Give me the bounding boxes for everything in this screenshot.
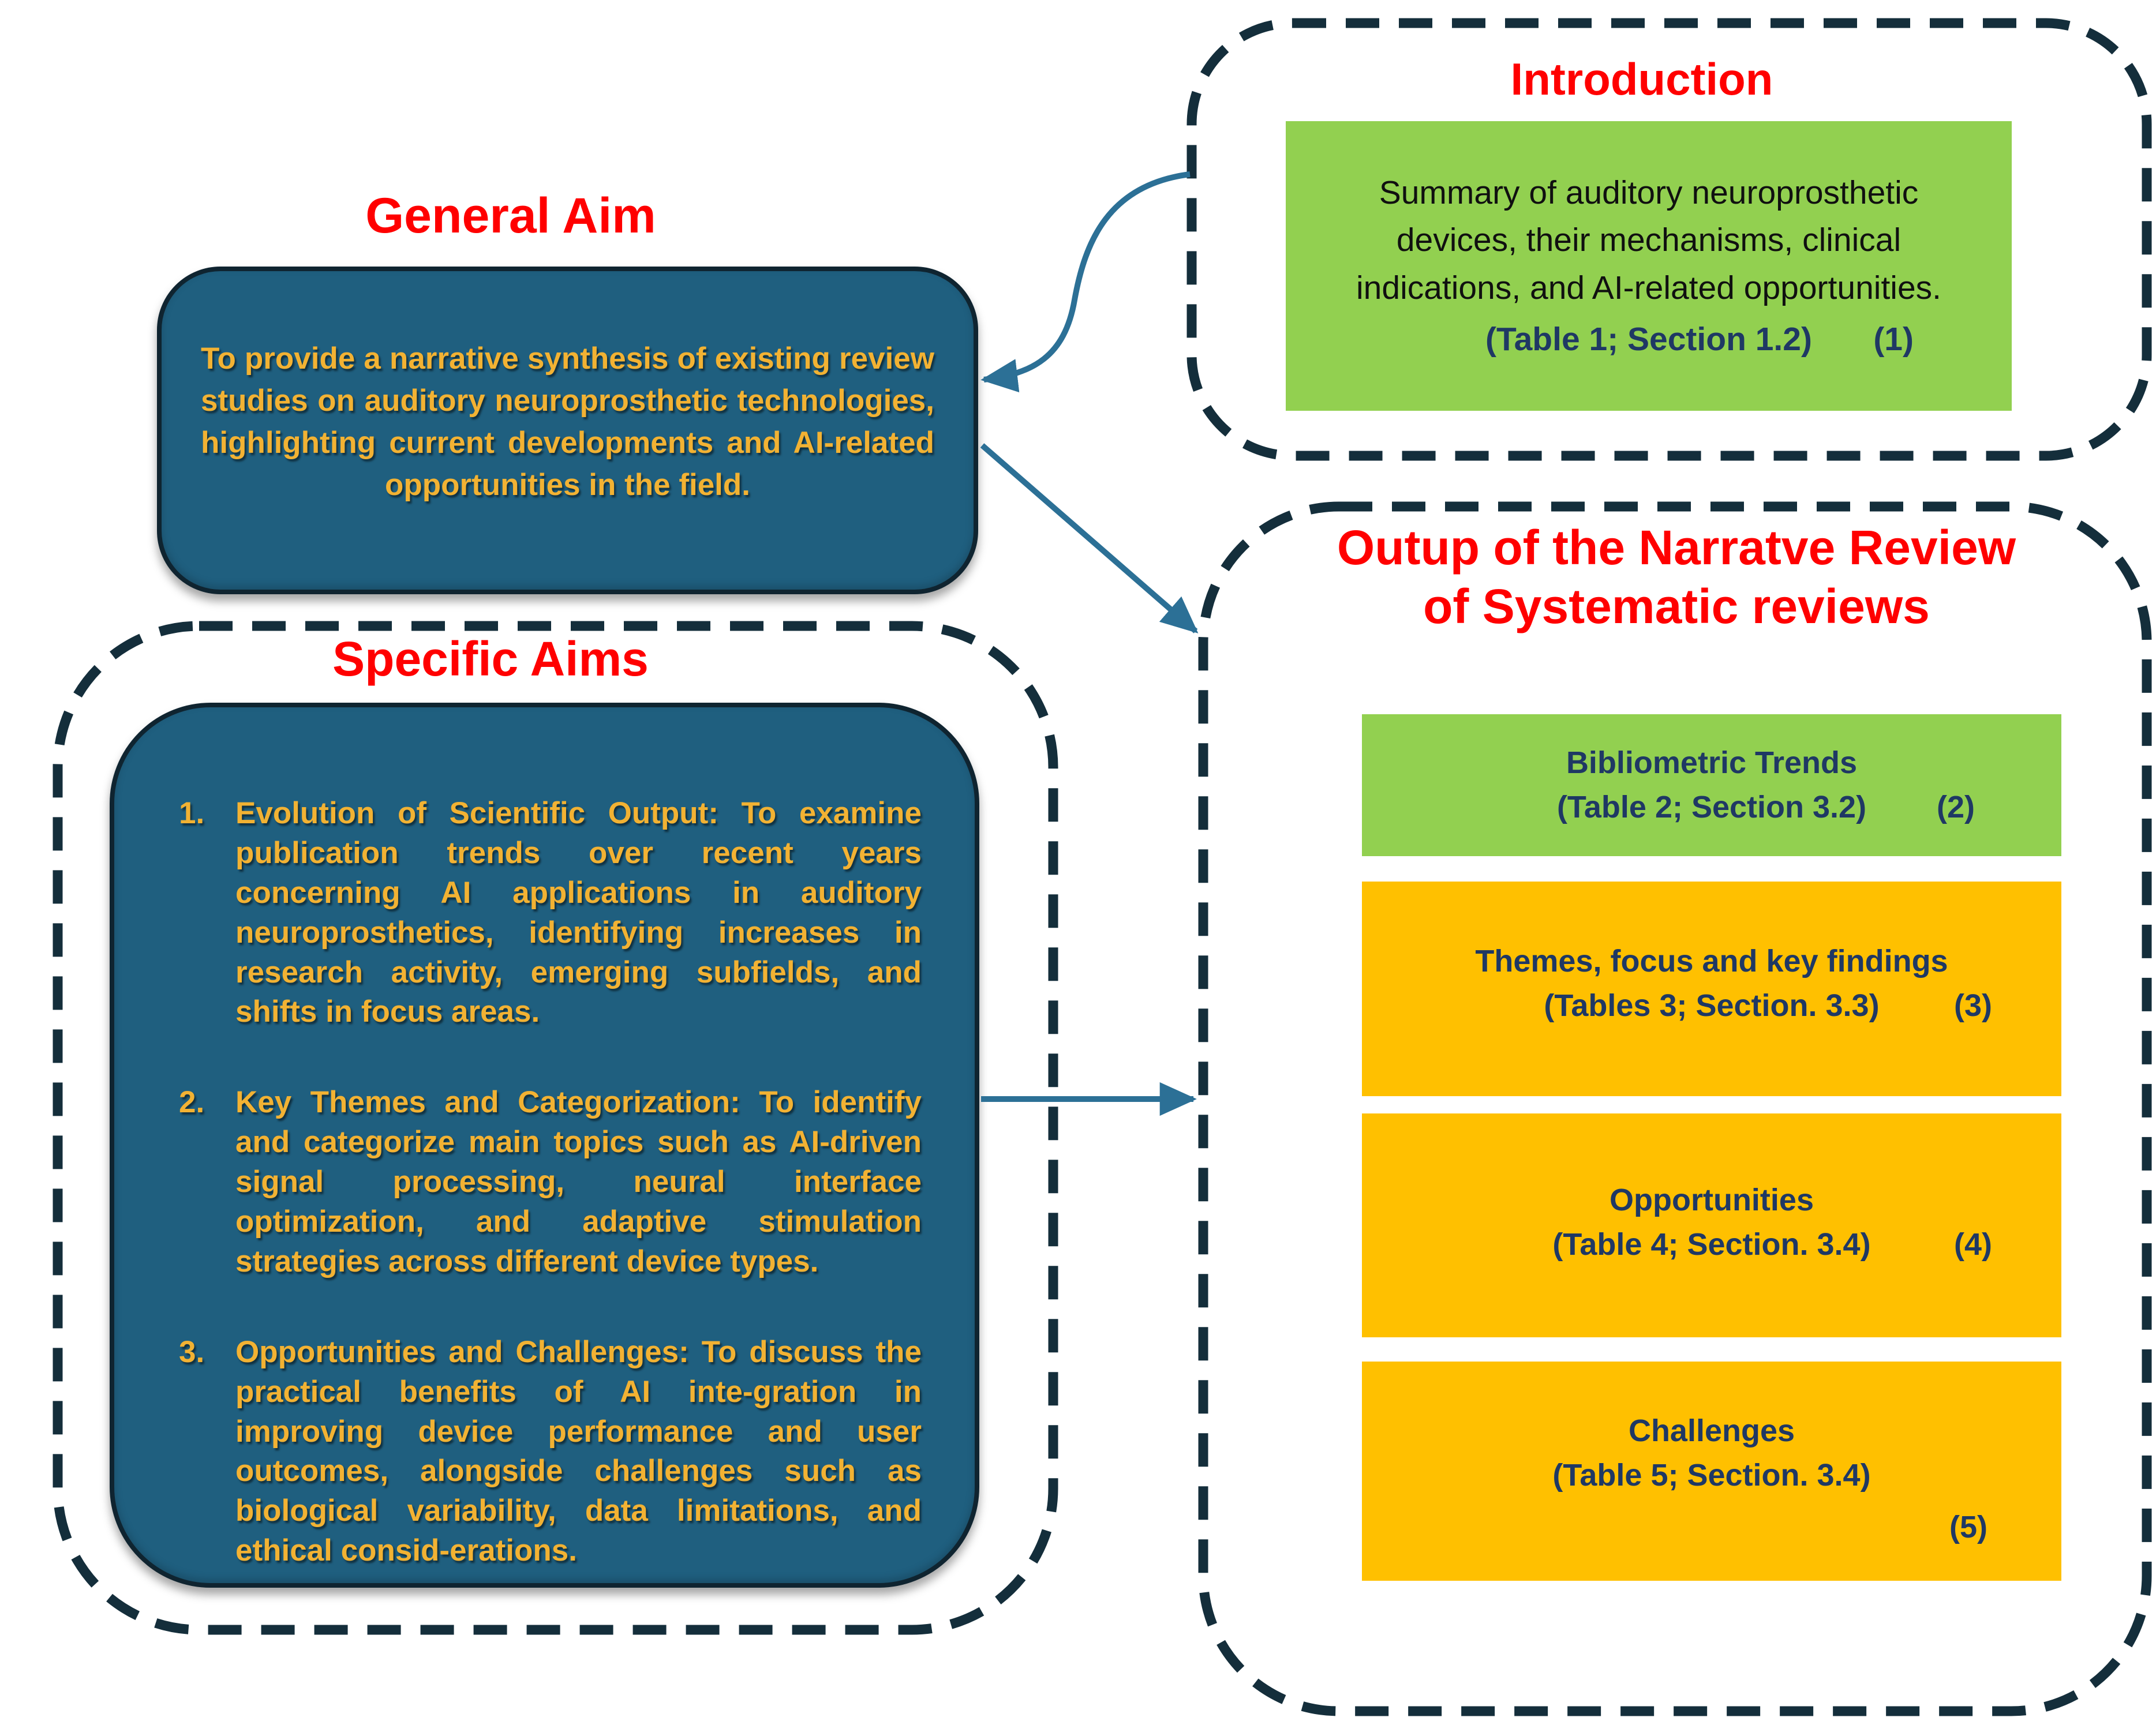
- specific-aim-text: Opportunities and Challenges: To discuss the practical benefits of AI inte-gration in improving device performance and user outcomes, alongside challenges such as biological variability, data limitations, and ethical consid-erations.: [235, 1334, 922, 1568]
- bibliometric-trends-reference: (Table 2; Section 3.2): [1556, 790, 1867, 824]
- challenges-ref-number: (5): [1949, 1510, 1987, 1545]
- specific-aim-text: Key Themes and Categorization: To identify and categorize main topics such as AI-driven signal processing, neural interface optimization, and adaptive stimulation strategies across different device types.: [235, 1085, 922, 1278]
- specific-aim-item-3: [179, 1333, 922, 1571]
- themes-findings-ref-number: (3): [1954, 988, 1992, 1023]
- general-aim-body: To provide a narrative synthesis of existing review studies on auditory neuroprosthetic technologies, highlighting current developments and AI-related opportunities in the field.: [201, 341, 934, 502]
- challenges-reference: (Table 5; Section. 3.4): [1552, 1457, 1871, 1492]
- themes-findings-reference-row: [1362, 984, 2061, 1028]
- challenges-reference-row: [1362, 1453, 2061, 1498]
- opportunities-box: [1362, 1113, 2061, 1337]
- specific-aim-number: 1.: [179, 796, 205, 830]
- introduction-summary-text: Summary of auditory neuroprosthetic devices, their mechanisms, clinical indications, and AI-related opportunities.: [1356, 174, 1941, 306]
- bibliometric-trends-box: [1362, 714, 2061, 856]
- introduction-reference: (Table 1; Section 1.2): [1485, 320, 1812, 358]
- opportunities-ref-number: (4): [1954, 1227, 1992, 1262]
- challenges-label: Challenges: [1628, 1413, 1795, 1448]
- specific-aim-number: 2.: [179, 1085, 205, 1120]
- general-aim-title: General Aim: [365, 188, 656, 243]
- specific-aims-box: [110, 703, 979, 1588]
- themes-findings-box: [1362, 882, 2061, 1096]
- introduction-to-general-aim-arrow: [984, 174, 1190, 380]
- output-title-line2: of Systematic reviews: [1423, 579, 1930, 634]
- bibliometric-trends-reference-row: [1362, 785, 2061, 830]
- bibliometric-trends-label: Bibliometric Trends: [1566, 745, 1858, 781]
- specific-aim-item-2: [179, 1083, 922, 1281]
- introduction-title: Introduction: [1510, 54, 1773, 104]
- opportunities-reference: (Table 4; Section. 3.4): [1552, 1227, 1871, 1262]
- bibliometric-trends-ref-number: (2): [1937, 790, 1975, 824]
- output-title: [1203, 518, 2150, 636]
- general-aim-box: [157, 267, 978, 594]
- general-aim-to-output-arrow: [982, 445, 1196, 631]
- introduction-ref-number: (1): [1873, 320, 1914, 358]
- specific-aim-item-1: [179, 794, 922, 1032]
- specific-aim-number: 3.: [179, 1334, 205, 1369]
- introduction-reference-row: [1317, 316, 1980, 363]
- introduction-summary-box: [1286, 121, 2012, 411]
- themes-findings-reference: (Tables 3; Section. 3.3): [1544, 988, 1880, 1023]
- themes-findings-label: Themes, focus and key findings: [1475, 944, 1948, 978]
- challenges-box: [1362, 1362, 2061, 1581]
- opportunities-reference-row: [1362, 1222, 2061, 1267]
- specific-aims-title: Specific Aims: [332, 632, 649, 686]
- opportunities-label: Opportunities: [1609, 1183, 1814, 1217]
- specific-aim-text: Evolution of Scientific Output: To examine publication trends over recent years concerning AI applications in auditory neuroprosthetics, identifying increases in research activity, emerging subfields, and shifts in focus areas.: [235, 796, 922, 1029]
- output-title-line1: Outup of the Narratve Review: [1337, 520, 2016, 575]
